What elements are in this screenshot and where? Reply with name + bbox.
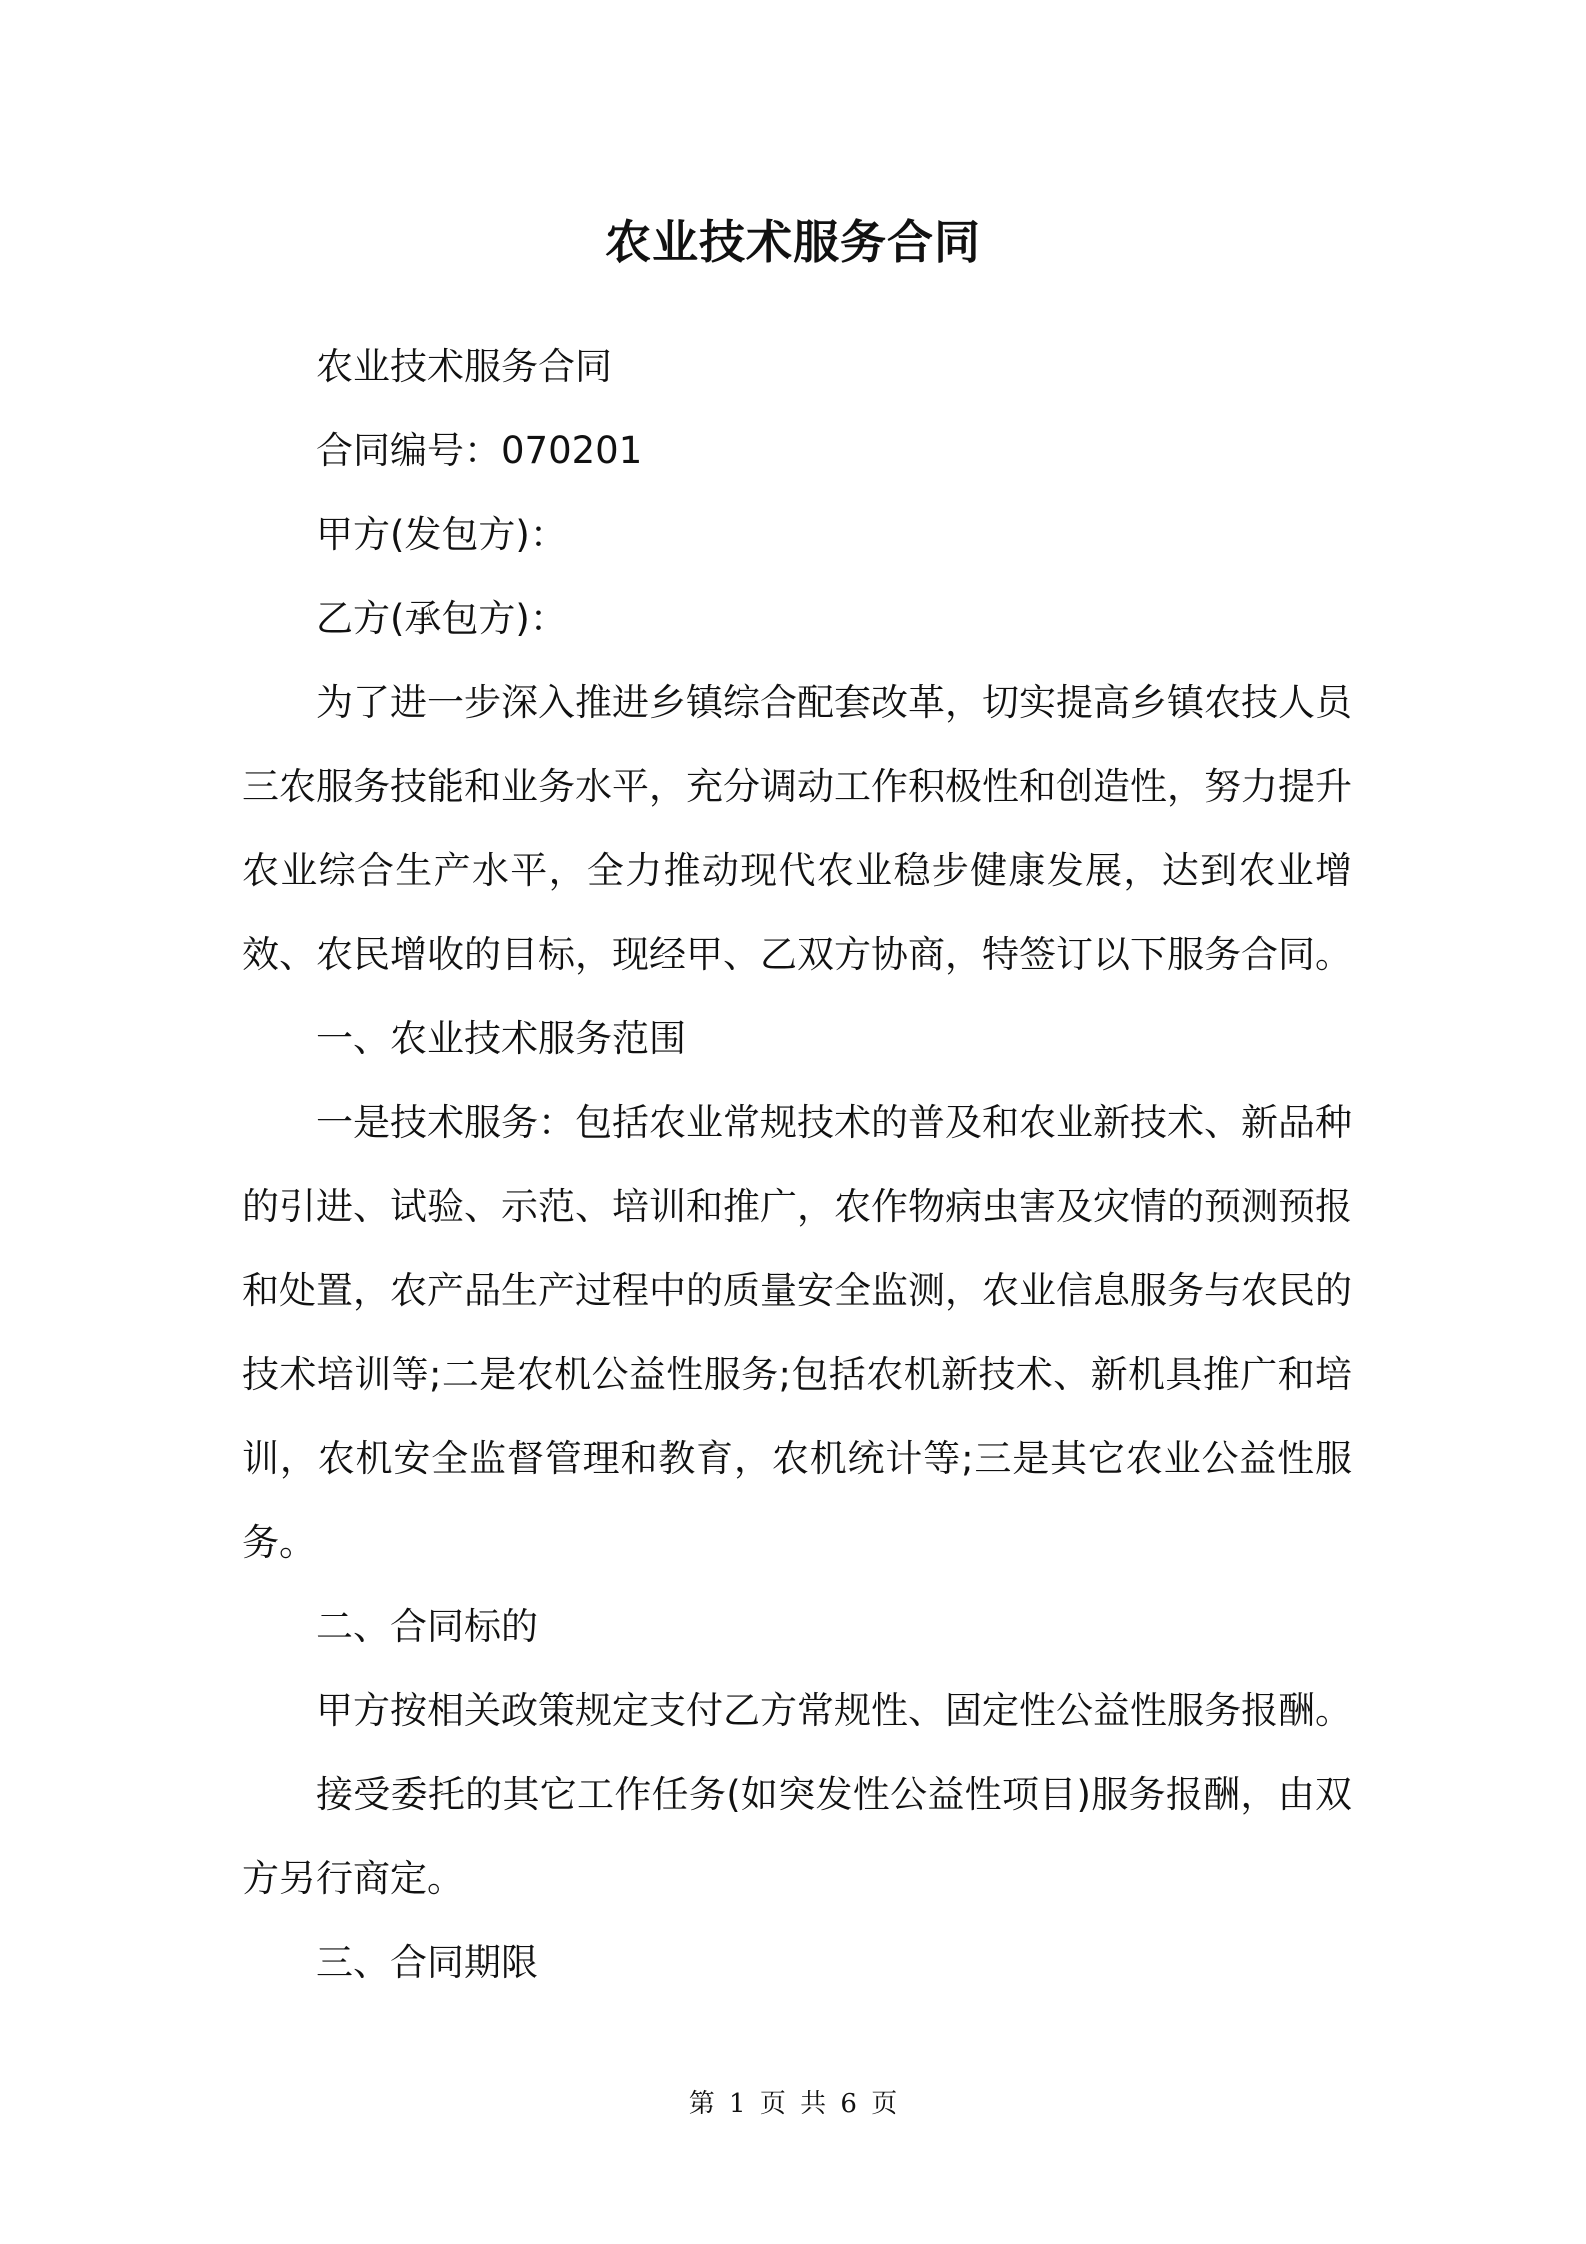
- section-1-body: 一是技术服务：包括农业常规技术的普及和农业新技术、新品种的引进、试验、示范、培训和推广，农作物病虫害及灾情的预测预报和处置，农产品生产过程中的质量安全监测，农业信息服务与农民的技术培训等;二是农机公益性服务;包括农机新技术、新机具推广和培训，农机安全监督管理和教育，农机统计等;三是其它农业公益性服务。: [242, 1101, 1352, 1564]
- party-b-line: 乙方(承包方)：: [316, 597, 567, 640]
- party-a-line: 甲方(发包方)：: [316, 513, 567, 556]
- document-body: [242, 325, 1352, 2005]
- section-3-heading: 三、合同期限: [316, 1941, 538, 1984]
- section-2-body-2: 接受委托的其它工作任务(如突发性公益性项目)服务报酬，由双方另行商定。: [242, 1773, 1352, 1900]
- subtitle-line: 农业技术服务合同: [316, 345, 612, 388]
- section-2-heading: 二、合同标的: [316, 1605, 538, 1648]
- section-2-body-1: 甲方按相关政策规定支付乙方常规性、固定性公益性服务报酬。: [316, 1689, 1352, 1732]
- contract-number: 合同编号：070201: [316, 429, 643, 472]
- section-1-heading: 一、农业技术服务范围: [316, 1017, 686, 1060]
- page-footer: 第 1 页 共 6 页: [688, 2089, 898, 2119]
- document-title: 农业技术服务合同: [605, 215, 981, 269]
- intro-paragraph: 为了进一步深入推进乡镇综合配套改革，切实提高乡镇农技人员三农服务技能和业务水平，充分调动工作积极性和创造性，努力提升农业综合生产水平，全力推动现代农业稳步健康发展，达到农业增效、农民增收的目标，现经甲、乙双方协商，特签订以下服务合同。: [242, 681, 1352, 976]
